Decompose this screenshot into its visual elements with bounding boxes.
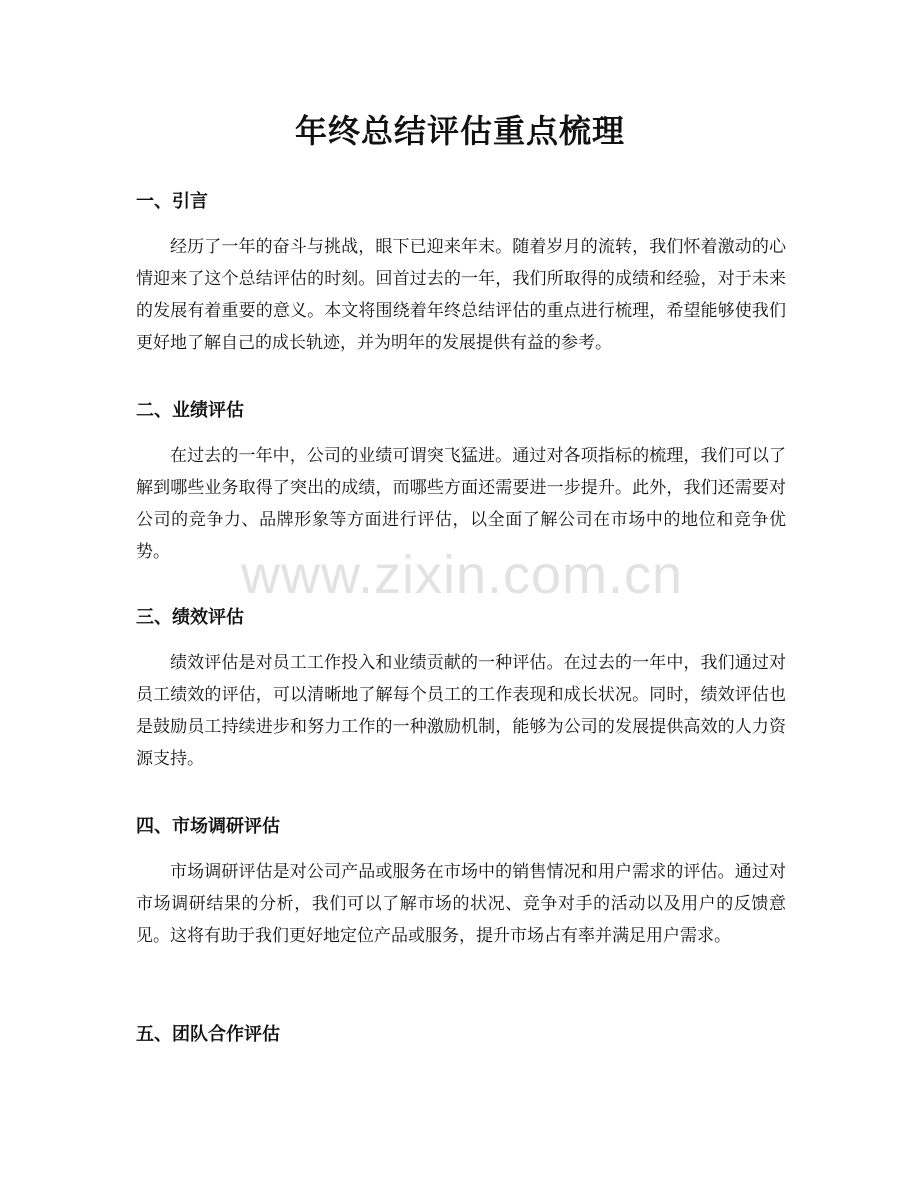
section-market-research bbox=[136, 813, 786, 952]
section-teamwork bbox=[136, 1021, 786, 1049]
section-heading: 三、绩效评估 bbox=[136, 607, 244, 628]
document-title: 年终总结评估重点梳理 bbox=[294, 112, 625, 150]
section-paragraph: 经历了一年的奋斗与挑战，眼下已迎来年末。随着岁月的流转，我们怀着激动的心情迎来了这个总结评估的时刻。回首过去的一年，我们所取得的成绩和经验，对于未来的发展有着重要的意义。本文将围绕着年终总结评估的重点进行梳理，希望能够使我们更好地了解自己的成长轨迹，并为明年的发展提供有益的参考。 bbox=[136, 237, 786, 353]
section-paragraph: 市场调研评估是对公司产品或服务在市场中的销售情况和用户需求的评估。通过对市场调研结果的分析，我们可以了解市场的状况、竞争对手的活动以及用户的反馈意见。这将有助于我们更好地定位产品或服务，提升市场占有率并满足用户需求。 bbox=[136, 862, 786, 946]
section-performance bbox=[136, 397, 786, 568]
section-paragraph: 绩效评估是对员工工作投入和业绩贡献的一种评估。在过去的一年中，我们通过对员工绩效的评估，可以清晰地了解每个员工的工作表现和成长状况。同时，绩效评估也是鼓励员工持续进步和努力工作的一种激励机制，能够为公司的发展提供高效的人力资源支持。 bbox=[136, 653, 786, 769]
section-introduction bbox=[136, 188, 786, 359]
section-appraisal bbox=[136, 604, 786, 775]
watermark: www.zixin.com.cn bbox=[240, 545, 684, 605]
section-paragraph: 在过去的一年中，公司的业绩可谓突飞猛进。通过对各项指标的梳理，我们可以了解到哪些业务取得了突出的成绩，而哪些方面还需要进一步提升。此外，我们还需要对公司的竞争力、品牌形象等方面进行评估，以全面了解公司在市场中的地位和竞争优势。 bbox=[136, 446, 786, 562]
section-heading: 五、团队合作评估 bbox=[136, 1024, 280, 1045]
section-heading: 二、业绩评估 bbox=[136, 400, 244, 421]
section-heading: 一、引言 bbox=[136, 191, 208, 212]
section-heading: 四、市场调研评估 bbox=[136, 816, 280, 837]
